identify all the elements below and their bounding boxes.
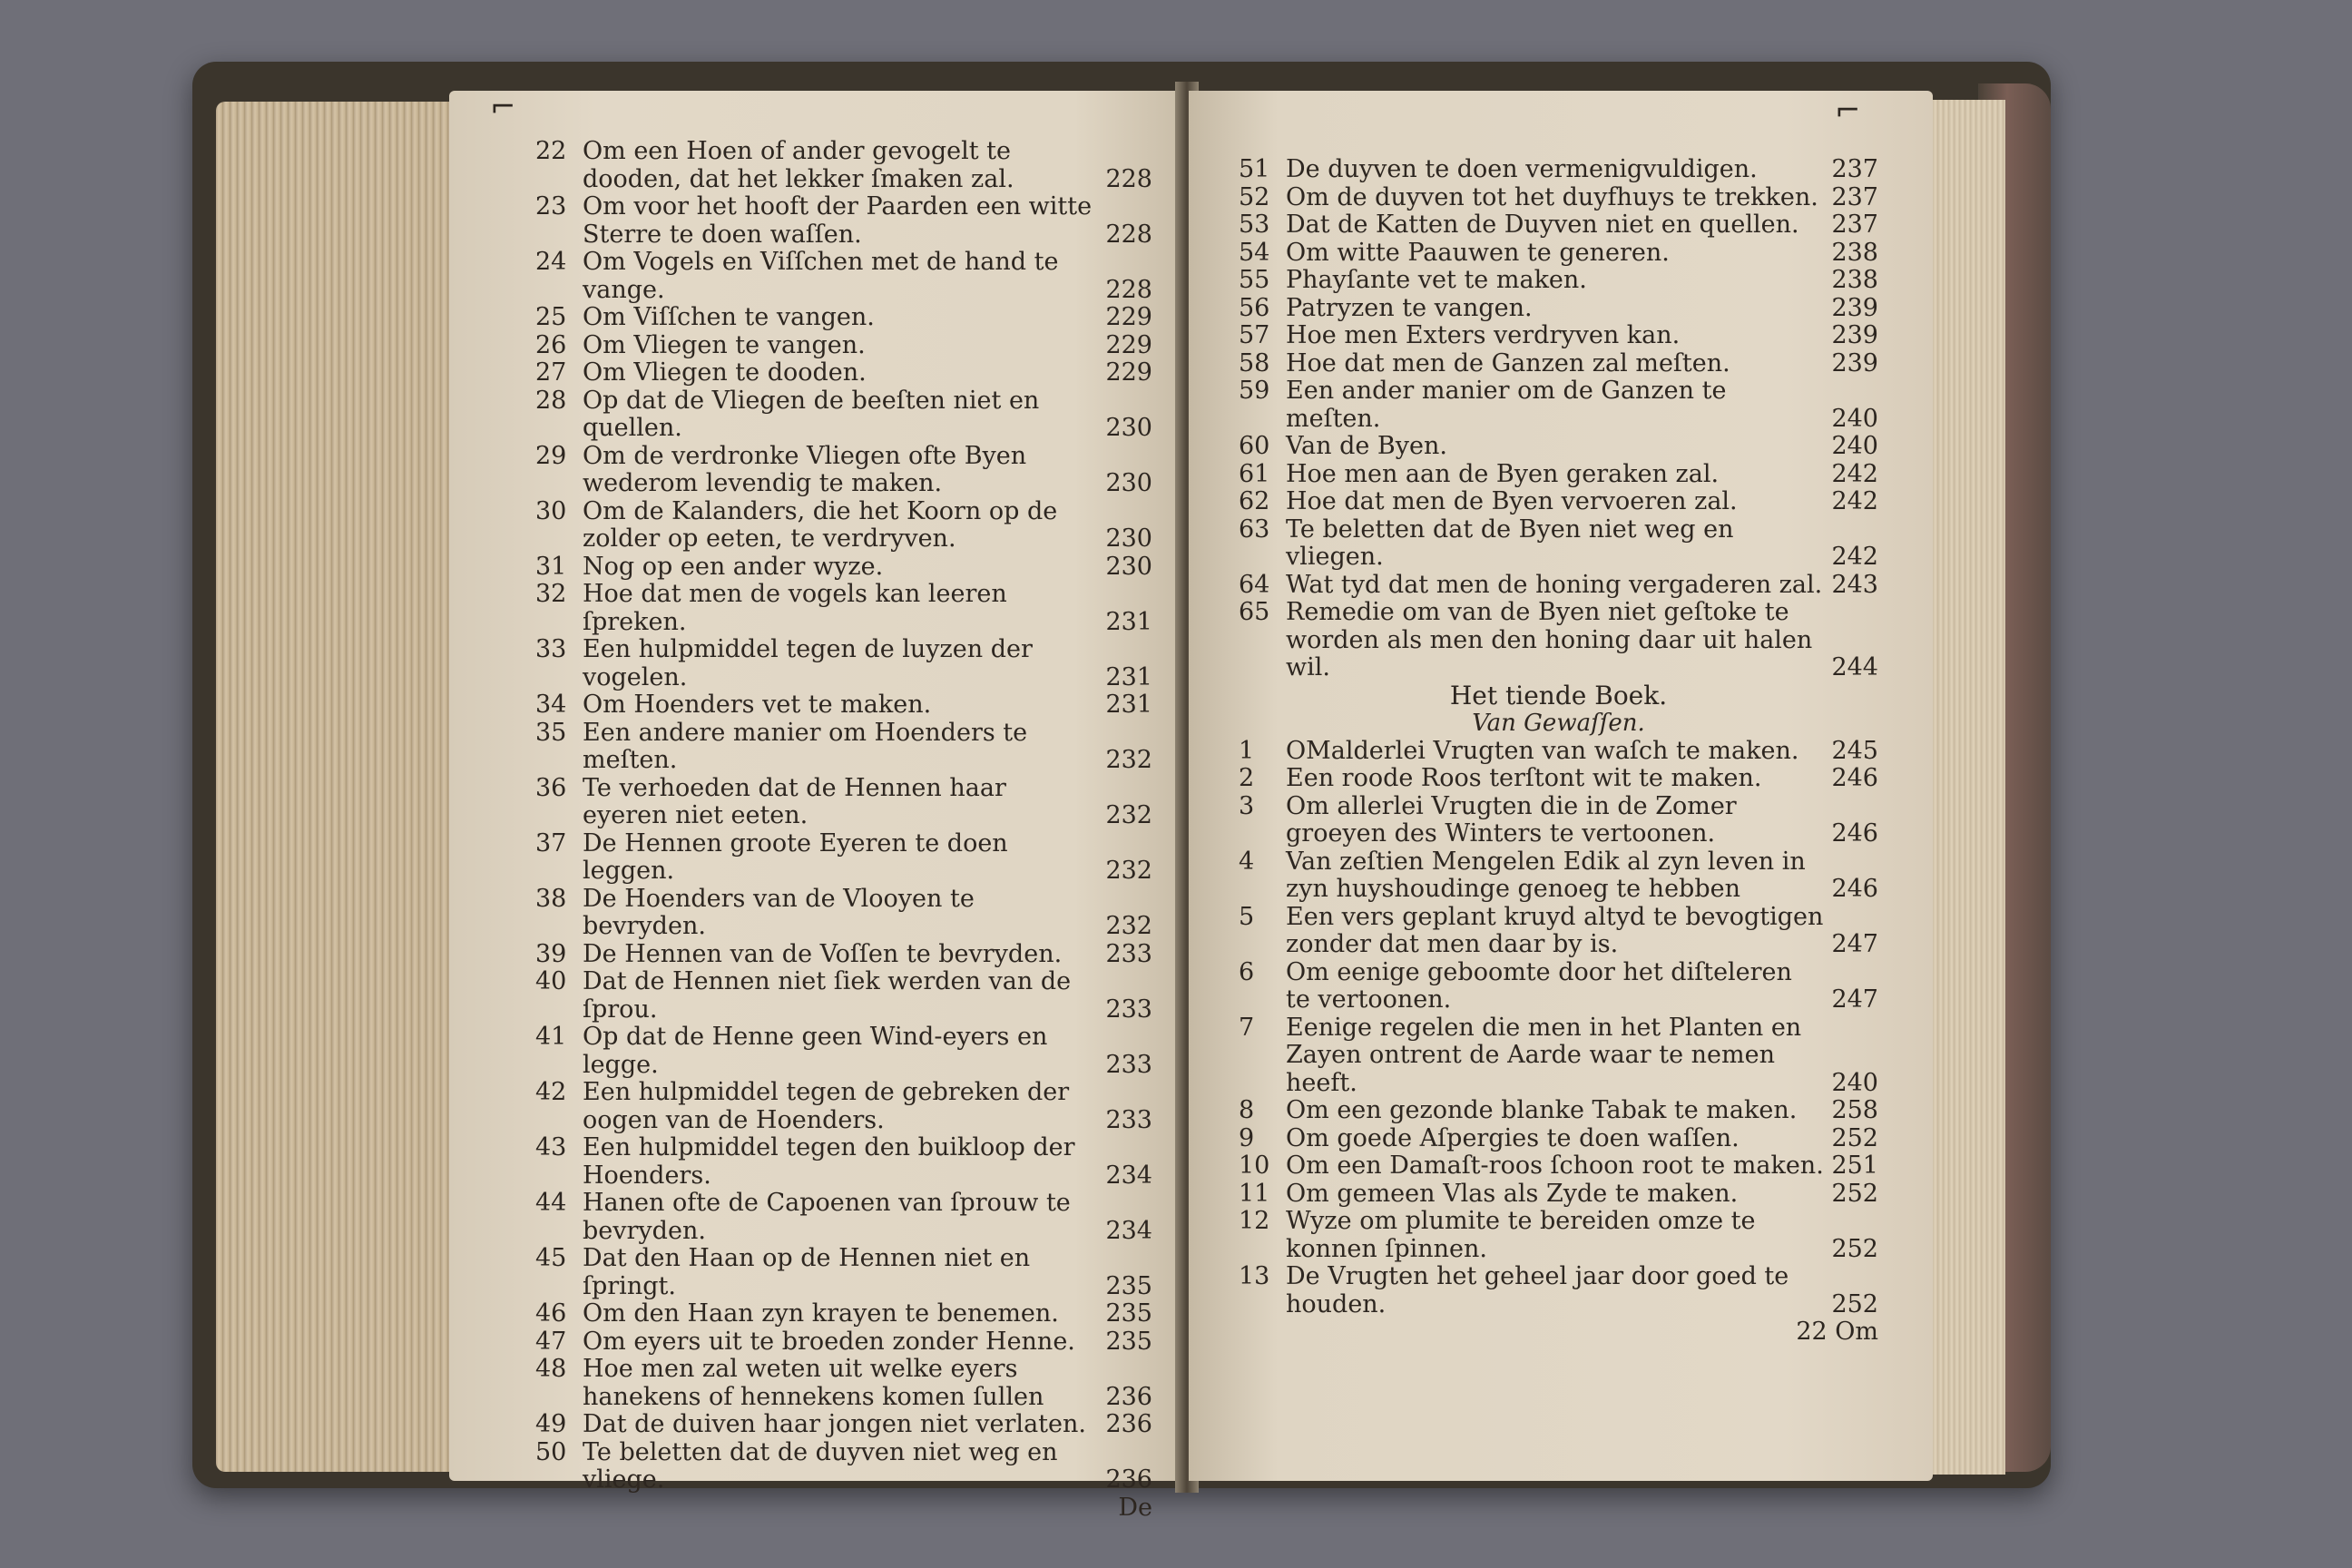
entry-page-number: 240 — [1831, 404, 1878, 433]
entry-page-number: 232 — [1105, 857, 1152, 885]
index-entry — [1239, 267, 1878, 295]
entry-title: Om de duyven tot het duyfhuys te trekken. — [1286, 182, 1818, 211]
entry-page-number: 245 — [1831, 736, 1878, 765]
entry-number: 22 — [535, 137, 567, 165]
index-entry — [535, 249, 1152, 304]
entry-number: 4 — [1239, 847, 1255, 876]
entry-title: De Hennen van de Voſſen te bevryden. — [583, 939, 1063, 968]
entry-number: 35 — [535, 718, 567, 747]
index-entry — [1239, 959, 1878, 1014]
entry-page-number: 233 — [1105, 1105, 1152, 1134]
entry-title: Om Vliegen te vangen. — [583, 330, 866, 359]
entry-number: 61 — [1239, 459, 1270, 488]
index-entry — [535, 1300, 1152, 1328]
entry-title: Om Vogels en Viſſchen met de hand te vange. — [583, 248, 1059, 304]
index-entry — [535, 138, 1152, 193]
entry-title: Op dat de Henne geen Wind-eyers en legge. — [583, 1023, 1048, 1079]
page-block-left — [216, 102, 452, 1472]
entry-page-number: 236 — [1105, 1382, 1152, 1411]
entry-number: 47 — [535, 1327, 567, 1356]
entry-title: Een hulpmiddel tegen de luyzen der vogelen. — [583, 635, 1033, 691]
index-entry — [1239, 184, 1878, 212]
entry-title: Een vers geplant kruyd altyd te bevogtigen zonder dat men daar by is. — [1286, 902, 1824, 958]
index-entry — [535, 691, 1152, 720]
entry-number: 31 — [535, 552, 567, 581]
entry-page-number: 237 — [1831, 155, 1878, 183]
entry-title: Een ander manier om de Ganzen te meſten. — [1286, 377, 1727, 433]
entry-number: 11 — [1239, 1179, 1270, 1208]
entry-page-number: 237 — [1831, 182, 1878, 211]
entry-page-number: 238 — [1831, 266, 1878, 294]
entry-page-number: 233 — [1105, 995, 1152, 1024]
entry-title: Een roode Roos terſtont wit te maken. — [1286, 764, 1762, 792]
entry-number: 65 — [1239, 598, 1270, 626]
entry-number: 28 — [535, 386, 567, 415]
entry-title: Hoe men Exters verdryven kan. — [1286, 321, 1681, 349]
entry-title: Om goede Aſpergies te doen waſſen. — [1286, 1123, 1740, 1152]
index-entry — [535, 443, 1152, 498]
entry-page-number: 242 — [1831, 543, 1878, 571]
entry-page-number: 233 — [1105, 939, 1152, 968]
entry-page-number: 246 — [1831, 875, 1878, 903]
entry-number: 24 — [535, 248, 567, 276]
entry-page-number: 231 — [1105, 691, 1152, 719]
entry-number: 6 — [1239, 957, 1255, 986]
entry-number: 57 — [1239, 321, 1270, 349]
entry-page-number: 243 — [1831, 570, 1878, 599]
entry-page-number: 242 — [1831, 487, 1878, 515]
entry-number: 44 — [535, 1189, 567, 1217]
catchword: De — [1118, 1493, 1152, 1522]
entry-title: Eenige regelen die men in het Planten en Zayen ontrent de Aarde waar te nemen heeft. — [1286, 1013, 1802, 1097]
index-entry — [535, 636, 1152, 691]
entry-title: OMalderlei Vrugten van waſch te maken. — [1286, 736, 1799, 765]
entry-number: 32 — [535, 580, 567, 608]
entry-page-number: 231 — [1105, 607, 1152, 636]
entry-number: 25 — [535, 303, 567, 331]
entry-title: Wyze om plumite te bereiden omze te konnen ſpinnen. — [1286, 1207, 1756, 1263]
index-entry — [535, 193, 1152, 249]
entry-title: Van de Byen. — [1286, 432, 1447, 460]
entry-number: 53 — [1239, 211, 1270, 239]
page-block-right — [1933, 100, 2005, 1475]
entry-number: 55 — [1239, 266, 1270, 294]
entry-page-number: 235 — [1105, 1299, 1152, 1328]
index-entry — [535, 1245, 1152, 1300]
entry-title: De Hoenders van de Vlooyen te bevryden. — [583, 884, 975, 940]
index-entry — [535, 720, 1152, 775]
entry-number: 48 — [535, 1355, 567, 1383]
entry-number: 64 — [1239, 570, 1270, 599]
index-entry — [1239, 1181, 1878, 1209]
index-entry — [1239, 516, 1878, 572]
entry-title: Een hulpmiddel tegen den buikloop der Hoenders. — [583, 1133, 1075, 1190]
index-entry — [535, 886, 1152, 941]
entry-title: Om een Hoen of ander gevogelt te dooden, dat het lekker ſmaken zal. — [583, 137, 1014, 193]
entry-page-number: 244 — [1831, 653, 1878, 681]
entry-page-number: 234 — [1105, 1161, 1152, 1190]
entry-page-number: 232 — [1105, 746, 1152, 774]
index-entry — [535, 1134, 1152, 1190]
index-entry — [535, 554, 1152, 582]
entry-title: Dat de Hennen niet ſiek werden van de ſprou. — [583, 967, 1072, 1024]
entry-title: Te verhoeden dat de Hennen haar eyeren niet eeten. — [583, 773, 1006, 829]
index-entry — [1239, 793, 1878, 848]
entry-number: 34 — [535, 691, 567, 719]
entry-title: Om witte Paauwen te generen. — [1286, 238, 1670, 267]
index-entry — [1239, 240, 1878, 268]
entry-page-number: 229 — [1105, 330, 1152, 359]
entry-page-number: 230 — [1105, 469, 1152, 497]
entry-page-number: 239 — [1831, 293, 1878, 322]
entry-number: 54 — [1239, 238, 1270, 267]
entry-page-number: 231 — [1105, 662, 1152, 691]
index-entry — [535, 830, 1152, 886]
entry-number: 36 — [535, 773, 567, 802]
entry-page-number: 252 — [1831, 1234, 1878, 1263]
index-entry — [535, 1079, 1152, 1134]
entry-page-number: 258 — [1831, 1096, 1878, 1124]
entry-title: De Vrugten het geheel jaar door goed te houden. — [1286, 1262, 1789, 1318]
entry-number: 42 — [535, 1078, 567, 1106]
entry-page-number: 252 — [1831, 1179, 1878, 1208]
entry-number: 10 — [1239, 1152, 1270, 1180]
entry-title: Patryzen te vangen. — [1286, 293, 1533, 322]
entry-page-number: 233 — [1105, 1050, 1152, 1079]
entry-page-number: 230 — [1105, 524, 1152, 553]
entry-title: Om de verdronke Vliegen ofte Byen wederom levendig te maken. — [583, 441, 1027, 497]
entry-number: 29 — [535, 441, 567, 470]
entry-page-number: 247 — [1831, 930, 1878, 958]
entry-number: 37 — [535, 828, 567, 858]
entry-number: 5 — [1239, 902, 1255, 931]
entry-title: Te beletten dat de Byen niet weg en vliegen. — [1286, 514, 1734, 571]
entry-title: Hoe men aan de Byen geraken zal. — [1286, 459, 1720, 488]
entry-title: Hoe men zal weten uit welke eyers hanekens of hennekens komen ſullen — [583, 1355, 1044, 1411]
index-entry — [1239, 377, 1878, 433]
index-entry — [1239, 1152, 1878, 1181]
entry-number: 1 — [1239, 736, 1255, 765]
book-heading: Het tiende Boek. — [1449, 680, 1668, 710]
entry-page-number: 228 — [1105, 275, 1152, 304]
entry-number: 45 — [535, 1244, 567, 1272]
entry-title: Remedie om van de Byen niet geſtoke te worden als men den honing daar uit halen wil. — [1286, 598, 1813, 681]
entry-page-number: 239 — [1831, 348, 1878, 377]
entry-number: 40 — [535, 967, 567, 995]
entry-title: Om Vliegen te dooden. — [583, 358, 867, 387]
entry-title: Dat de Katten de Duyven niet en quellen. — [1286, 211, 1799, 239]
entry-page-number: 235 — [1105, 1327, 1152, 1356]
index-entry — [1239, 1208, 1878, 1263]
entry-title: Om eenige geboomte door het diſteleren te vertoonen. — [1286, 957, 1792, 1014]
index-entry — [1239, 1014, 1878, 1098]
index-entry — [535, 359, 1152, 387]
entry-title: Te beletten dat de duyven niet weg en vliege. — [583, 1437, 1058, 1494]
index-entry — [1239, 433, 1878, 461]
entry-title: Om eyers uit te broeden zonder Henne. — [583, 1327, 1075, 1356]
left-index-list — [535, 138, 1152, 1522]
index-entry — [1239, 211, 1878, 240]
entry-page-number: 236 — [1105, 1465, 1152, 1494]
index-entry — [535, 1190, 1152, 1245]
entry-title: Van zeſtien Mengelen Edik al zyn leven in zyn huyshoudinge genoeg te hebben — [1286, 847, 1806, 903]
entry-number: 63 — [1239, 514, 1270, 544]
entry-number: 2 — [1239, 764, 1255, 792]
pencil-mark-icon: ⌐ — [1835, 93, 1861, 129]
entry-number: 52 — [1239, 182, 1270, 211]
entry-page-number: 229 — [1105, 358, 1152, 387]
entry-page-number: 240 — [1831, 432, 1878, 460]
index-entry — [1239, 765, 1878, 793]
index-entry — [535, 1024, 1152, 1079]
index-entry — [535, 1439, 1152, 1494]
entry-number: 27 — [535, 358, 567, 387]
entry-page-number: 251 — [1831, 1152, 1878, 1180]
entry-title: Hanen ofte de Capoenen van ſprouw te bevryden. — [583, 1189, 1071, 1245]
entry-page-number: 240 — [1831, 1068, 1878, 1097]
entry-page-number: 246 — [1831, 819, 1878, 848]
index-entry — [535, 581, 1152, 636]
right-page — [1189, 91, 1933, 1481]
entry-page-number: 252 — [1831, 1123, 1878, 1152]
entry-number: 8 — [1239, 1096, 1255, 1124]
index-entry — [1239, 350, 1878, 378]
entry-title: Hoe dat men de Byen vervoeren zal. — [1286, 487, 1738, 515]
entry-page-number: 252 — [1831, 1289, 1878, 1318]
entry-number: 50 — [535, 1437, 567, 1466]
entry-title: Om gemeen Vlas als Zyde te maken. — [1286, 1179, 1739, 1208]
catchword: 22 Om — [1796, 1318, 1878, 1346]
section-heading: Van Gewaſſen. — [1472, 710, 1645, 737]
entry-title: Hoe dat men de Ganzen zal meſten. — [1286, 348, 1730, 377]
entry-page-number: 228 — [1105, 220, 1152, 249]
entry-title: Dat de duiven haar jongen niet verlaten. — [583, 1410, 1086, 1438]
left-page — [449, 89, 1184, 1522]
entry-number: 51 — [1239, 155, 1270, 183]
entry-title: Om voor het hooft der Paarden een witte Sterre te doen waſſen. — [583, 192, 1093, 249]
entry-title: Nog op een ander wyze. — [583, 552, 884, 581]
entry-number: 33 — [535, 635, 567, 663]
entry-title: Om Hoenders vet te maken. — [583, 691, 932, 719]
index-entry — [1239, 1097, 1878, 1125]
entry-number: 60 — [1239, 432, 1270, 460]
entry-number: 26 — [535, 330, 567, 359]
index-entry — [1239, 322, 1878, 350]
entry-page-number: 246 — [1831, 764, 1878, 792]
entry-number: 59 — [1239, 377, 1270, 405]
index-entry — [1239, 904, 1878, 959]
entry-page-number: 229 — [1105, 303, 1152, 331]
entry-page-number: 242 — [1831, 459, 1878, 488]
index-entry — [535, 304, 1152, 332]
entry-title: De Hennen groote Eyeren te doen leggen. — [583, 828, 1008, 885]
entry-page-number: 228 — [1105, 164, 1152, 193]
index-entry — [1239, 295, 1878, 323]
entry-number: 7 — [1239, 1013, 1255, 1042]
pencil-mark-icon: ⌐ — [490, 89, 516, 125]
entry-page-number: 238 — [1831, 238, 1878, 267]
entry-title: Om een gezonde blanke Tabak te maken. — [1286, 1096, 1798, 1124]
index-entry — [1239, 599, 1878, 682]
entry-number: 9 — [1239, 1123, 1255, 1152]
right-index-list — [1239, 156, 1878, 1347]
entry-number: 13 — [1239, 1262, 1270, 1290]
entry-page-number: 234 — [1105, 1216, 1152, 1245]
entry-title: Om Viſſchen te vangen. — [583, 303, 875, 331]
entry-title: De duyven te doen vermenigvuldigen. — [1286, 155, 1758, 183]
entry-number: 46 — [535, 1299, 567, 1328]
entry-page-number: 230 — [1105, 552, 1152, 581]
entry-page-number: 236 — [1105, 1410, 1152, 1438]
entry-page-number: 239 — [1831, 321, 1878, 349]
entry-number: 49 — [535, 1410, 567, 1438]
index-entry — [535, 332, 1152, 360]
entry-number: 62 — [1239, 487, 1270, 515]
entry-page-number: 247 — [1831, 985, 1878, 1014]
entry-title: Om den Haan zyn krayen te benemen. — [583, 1299, 1059, 1328]
entry-title: Dat den Haan op de Hennen niet en ſpringt. — [583, 1244, 1031, 1300]
index-entry — [535, 1411, 1152, 1439]
index-entry — [1239, 156, 1878, 184]
index-entry — [1239, 848, 1878, 904]
index-entry — [1239, 738, 1878, 766]
entry-page-number: 230 — [1105, 414, 1152, 442]
index-entry — [1239, 572, 1878, 600]
index-entry — [535, 941, 1152, 969]
entry-page-number: 237 — [1831, 211, 1878, 239]
entry-title: Om een Damaſt-roos ſchoon root te maken. — [1286, 1152, 1824, 1180]
index-entry — [535, 498, 1152, 554]
entry-title: Een hulpmiddel tegen de gebreken der oogen van de Hoenders. — [583, 1078, 1070, 1134]
entry-number: 58 — [1239, 348, 1270, 377]
index-entry — [1239, 488, 1878, 516]
index-entry — [535, 1356, 1152, 1411]
index-entry — [535, 387, 1152, 443]
entry-title: Wat tyd dat men de honing vergaderen zal. — [1286, 570, 1823, 599]
entry-title: Op dat de Vliegen de beeſten niet en quellen. — [583, 386, 1040, 442]
entry-page-number: 232 — [1105, 912, 1152, 940]
entry-number: 43 — [535, 1133, 567, 1161]
entry-title: Om allerlei Vrugten die in de Zomer groeyen des Winters te vertoonen. — [1286, 791, 1737, 848]
entry-title: Een andere manier om Hoenders te meſten. — [583, 718, 1028, 774]
entry-number: 38 — [535, 884, 567, 913]
entry-title: Hoe dat men de vogels kan leeren ſpreken. — [583, 580, 1007, 636]
entry-title: Om de Kalanders, die het Koorn op de zolder op eeten, te verdryven. — [583, 496, 1058, 553]
index-entry — [1239, 461, 1878, 489]
index-entry — [1239, 1125, 1878, 1153]
index-entry — [1239, 1263, 1878, 1318]
entry-number: 41 — [535, 1023, 567, 1051]
entry-number: 39 — [535, 939, 567, 968]
entry-number: 12 — [1239, 1207, 1270, 1235]
entry-number: 56 — [1239, 293, 1270, 322]
entry-number: 30 — [535, 496, 567, 525]
entry-number: 3 — [1239, 791, 1255, 820]
index-entry — [535, 968, 1152, 1024]
entry-page-number: 232 — [1105, 801, 1152, 829]
entry-number: 23 — [535, 192, 567, 220]
entry-title: Phayſante vet te maken. — [1286, 266, 1587, 294]
entry-page-number: 235 — [1105, 1271, 1152, 1300]
index-entry — [535, 775, 1152, 830]
index-entry — [535, 1328, 1152, 1357]
